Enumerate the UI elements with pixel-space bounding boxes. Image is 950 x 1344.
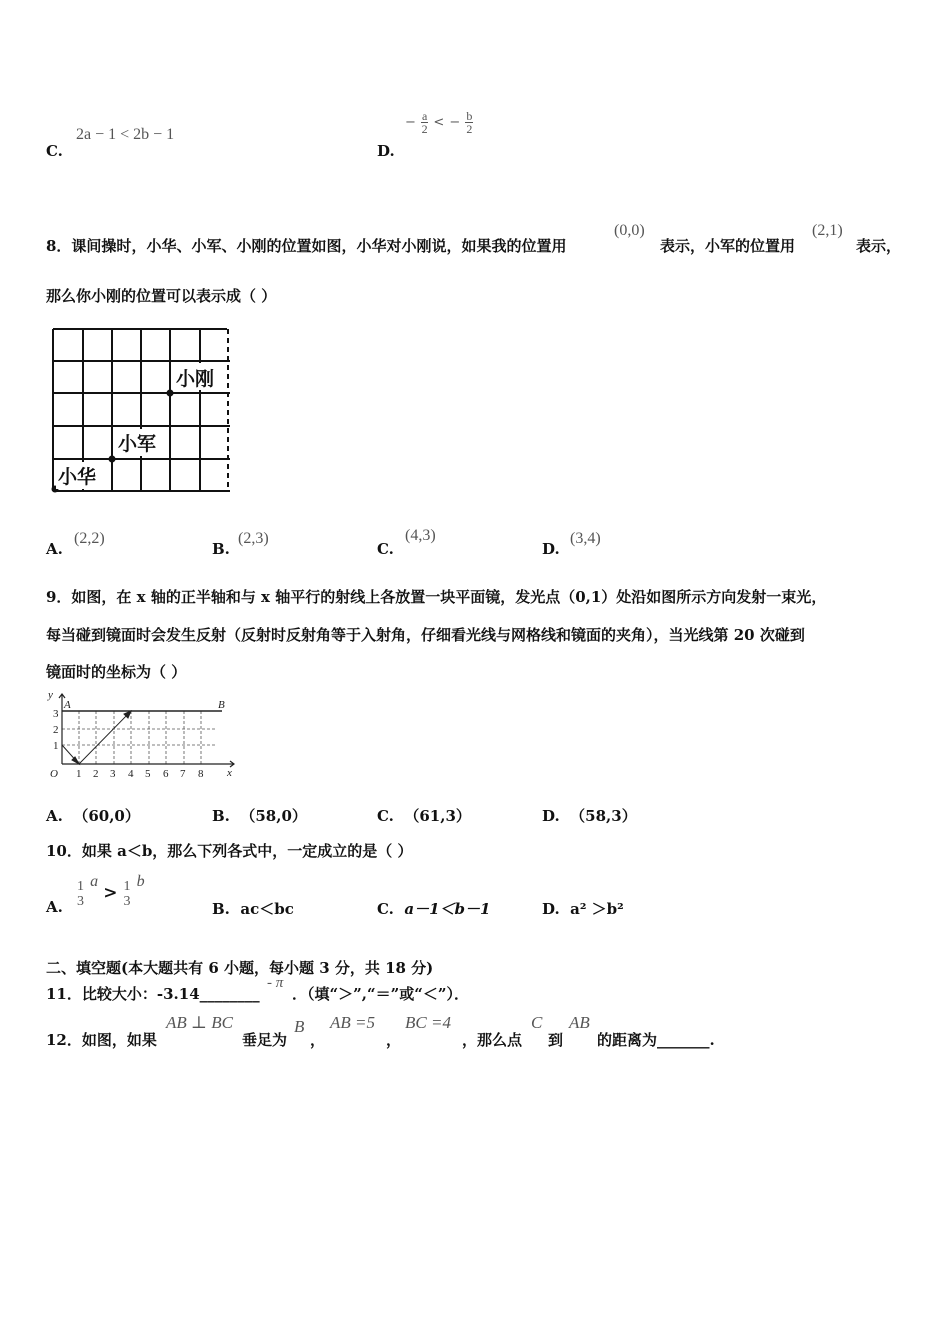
- q9-option-c: C. （61,3）: [377, 807, 471, 825]
- q8-option-c-label: C.: [377, 540, 394, 558]
- q8-coord-jun: (2,1): [812, 222, 843, 239]
- q12-math-c: C: [531, 1013, 543, 1032]
- q12-comma1: ，: [310, 1031, 326, 1049]
- svg-text:3: 3: [53, 708, 59, 720]
- q9-option-d: D. （58,3）: [542, 807, 637, 825]
- svg-text:2: 2: [53, 724, 59, 736]
- q7-option-d-expr: − $\frac{a}{2}$ < − $\frac{b}{2}$: [405, 109, 473, 136]
- q11-text-a: 11．比较大小：-3.14________: [46, 985, 260, 1003]
- q12-math-ab2: AB: [569, 1013, 590, 1032]
- q12-text-e: 的距离为_______.: [597, 1031, 715, 1049]
- q9-point-b-label: B: [218, 699, 225, 711]
- q10-option-a-label: A.: [46, 898, 63, 916]
- section2-heading: 二、填空题(本大题共有 6 小题，每小题 3 分，共 18 分): [46, 959, 434, 977]
- q12-math-bc: BC =4: [405, 1013, 451, 1032]
- q8-stem-line1-end: 表示，: [856, 237, 902, 255]
- svg-text:5: 5: [145, 768, 151, 780]
- q7-option-d-label: D.: [377, 142, 395, 160]
- q8-option-c-value: (4,3): [405, 527, 436, 544]
- q8-label-hua: 小华: [58, 466, 97, 488]
- q11-text-b: ．（填“＞”,“＝”或“＜”）．: [292, 985, 469, 1003]
- q12-text-a: 12．如图，如果: [46, 1031, 157, 1049]
- q8-option-b-label: B.: [212, 540, 230, 558]
- svg-text:7: 7: [180, 768, 186, 780]
- q9-mirror-figure: [44, 688, 244, 784]
- q9-stem-line1: 9．如图，在 x 轴的正半轴和与 x 轴平行的射线上各放置一块平面镜，发光点（0,1）处沿如图所示方向发射一束光，: [46, 588, 827, 606]
- q8-grid-figure: [50, 326, 235, 496]
- svg-text:1: 1: [53, 740, 59, 752]
- q10-stem: 10．如果 a＜b，那么下列各式中，一定成立的是（ ）: [46, 842, 413, 860]
- q11-neg-pi: - π: [267, 975, 284, 991]
- q9-stem-line3: 镜面时的坐标为（ ）: [46, 663, 187, 681]
- q9-option-b: B. （58,0）: [212, 807, 307, 825]
- q10-option-d: D. a² ＞b²: [542, 900, 624, 918]
- q9-origin-label: O: [50, 768, 58, 780]
- svg-text:4: 4: [128, 768, 134, 780]
- q12-text-b: 垂足为: [242, 1031, 288, 1049]
- q8-point-jun: [109, 456, 116, 463]
- q8-stem-line1-mid: 表示，小军的位置用: [660, 237, 796, 255]
- svg-text:8: 8: [198, 768, 204, 780]
- q8-option-a-label: A.: [46, 540, 63, 558]
- q9-x-axis-label: x: [227, 767, 232, 779]
- q8-coord-hua: (0,0): [614, 222, 645, 239]
- q7-option-c-label: C.: [46, 142, 63, 160]
- q7-option-c-expr: 2a − 1 < 2b − 1: [76, 126, 175, 143]
- q8-label-gang: 小刚: [176, 368, 215, 390]
- q8-option-a-value: (2,2): [74, 530, 105, 547]
- q10-option-a-expr: 1 3 a > 1 3 b: [77, 873, 145, 909]
- q9-stem-line2: 每当碰到镜面时会发生反射（反射时反射角等于入射角，仔细看光线与网格线和镜面的夹角），当光线第 20 次碰到: [46, 626, 805, 644]
- q8-option-b-value: (2,3): [238, 530, 269, 547]
- q9-y-axis-label: y: [48, 689, 53, 701]
- q12-comma2: ，: [386, 1031, 402, 1049]
- q8-option-d-label: D.: [542, 540, 560, 558]
- svg-text:3: 3: [110, 768, 116, 780]
- q9-point-a-label: A: [64, 699, 71, 711]
- svg-text:1: 1: [76, 768, 82, 780]
- q12-math-perp: AB ⊥ BC: [166, 1013, 233, 1032]
- q8-stem-line1: 8．课间操时，小华、小军、小刚的位置如图，小华对小刚说，如果我的位置用: [46, 237, 567, 255]
- svg-text:6: 6: [163, 768, 169, 780]
- q9-option-a: A. （60,0）: [46, 807, 140, 825]
- q10-option-c: C. a－1＜b－1: [377, 900, 491, 918]
- q8-option-d-value: (3,4): [570, 530, 601, 547]
- q12-text-c: ，那么点: [462, 1031, 523, 1049]
- q8-stem-line2: 那么你小刚的位置可以表示成（ ）: [46, 287, 277, 305]
- q12-math-ab: AB =5: [330, 1013, 375, 1032]
- q8-label-jun: 小军: [118, 433, 157, 455]
- q8-point-gang: [167, 390, 174, 397]
- q12-text-d: 到: [548, 1031, 564, 1049]
- svg-text:2: 2: [93, 768, 99, 780]
- q12-math-b: B: [294, 1017, 305, 1036]
- q10-option-b: B. ac＜bc: [212, 900, 294, 918]
